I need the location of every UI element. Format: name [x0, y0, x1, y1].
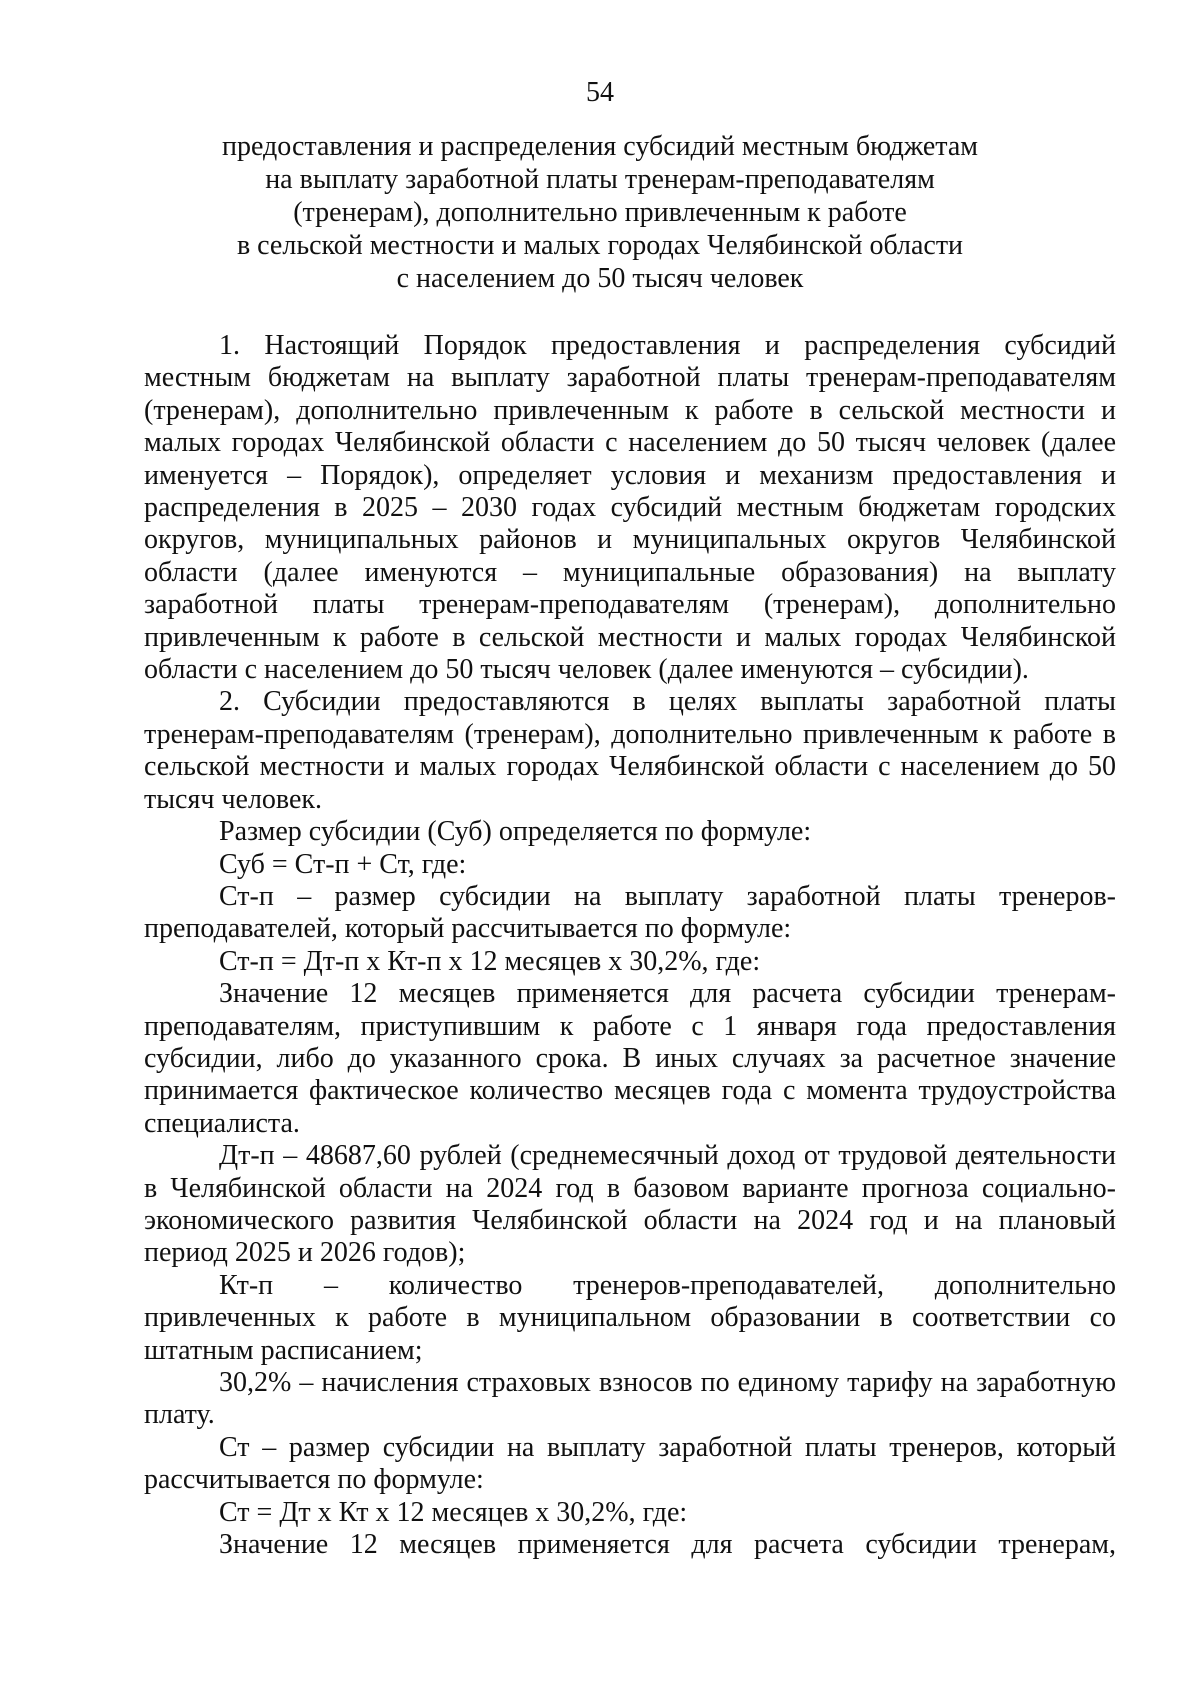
paragraph-12-months-stp: Значение 12 месяцев применяется для расчета субсидии тренерам-преподавателям, приступившим к работе с 1 января года предоставления субсидии, либо до указанного срока. В иных случаях за расчетное значение принимается фактическое количество месяцев года с момента трудоустройства специалиста.: [144, 978, 1116, 1139]
paragraph-item-1: 1. Настоящий Порядок предоставления и распределения субсидий местным бюджетам на выплату заработной платы тренерам-преподавателям (тренерам), дополнительно привлеченным к работе в сельской местности и малых городах Челябинской области с населением до 50 тысяч человек (далее именуется – Порядок), определяет условия и механизм предоставления и распределения в 2025 – 2030 годах субсидий местным бюджетам городских округов, муниципальных районов и муниципальных округов Челябинской области (далее именуются – муниципальные образования) на выплату заработной платы тренерам-преподавателям (тренерам), дополнительно привлеченным к работе в сельской местности и малых городах Челябинской области с населением до 50 тысяч человек (далее именуются – субсидии).: [144, 330, 1116, 686]
paragraph-ktp-definition: Кт-п – количество тренеров-преподавателей, дополнительно привлеченных к работе в муниципальном образовании в соответствии со штатным расписанием;: [144, 1269, 1116, 1366]
formula-stp: Ст-п = Дт-п х Кт-п х 12 месяцев х 30,2%, где:: [219, 945, 761, 977]
title-line: предоставления и распределения субсидий местным бюджетам: [221, 131, 979, 162]
title-line: (тренерам), дополнительно привлеченным к работе: [293, 197, 907, 228]
paragraph-st-definition: Ст – размер субсидии на выплату заработной платы тренеров, который рассчитывается по формуле:: [144, 1431, 1116, 1496]
paragraph-insurance-rate: 30,2% – начисления страховых взносов по единому тарифу на заработную плату.: [144, 1367, 1116, 1431]
formula-st: Ст = Дт х Кт х 12 месяцев х 30,2%, где:: [219, 1496, 688, 1528]
paragraph-stp-definition: Ст-п – размер субсидии на выплату заработной платы тренеров-преподавателей, который рассчитывается по формуле:: [144, 880, 1116, 945]
title-line: на выплату заработной платы тренерам-преподавателям: [265, 164, 935, 195]
paragraph-dtp-definition: Дт-п – 48687,60 рублей (среднемесячный доход от трудовой деятельности в Челябинской области на 2024 год в базовом варианте прогноза социально-экономического развития Челябинской области на 2024 год и на плановый период 2025 и 2026 годов);: [144, 1140, 1116, 1269]
title-line: с населением до 50 тысяч человек: [396, 263, 804, 294]
document-body: [144, 330, 1116, 1561]
page-number: 54: [586, 77, 614, 108]
paragraph-item-2: 2. Субсидии предоставляются в целях выплаты заработной платы тренерам-преподавателям (тренерам), дополнительно привлеченным к работе в сельской местности и малых городах Челябинской области с населением до 50 тысяч человек.: [144, 686, 1116, 815]
document-title: [150, 130, 1050, 295]
paragraph-12-months-st: Значение 12 месяцев применяется для расчета субсидии тренерам,: [219, 1529, 1116, 1561]
formula-sub: Суб = Ст-п + Ст, где:: [219, 848, 467, 880]
paragraph-subsidy-size: Размер субсидии (Суб) определяется по формуле:: [219, 816, 812, 848]
title-line: в сельской местности и малых городах Челябинской области: [236, 230, 964, 261]
